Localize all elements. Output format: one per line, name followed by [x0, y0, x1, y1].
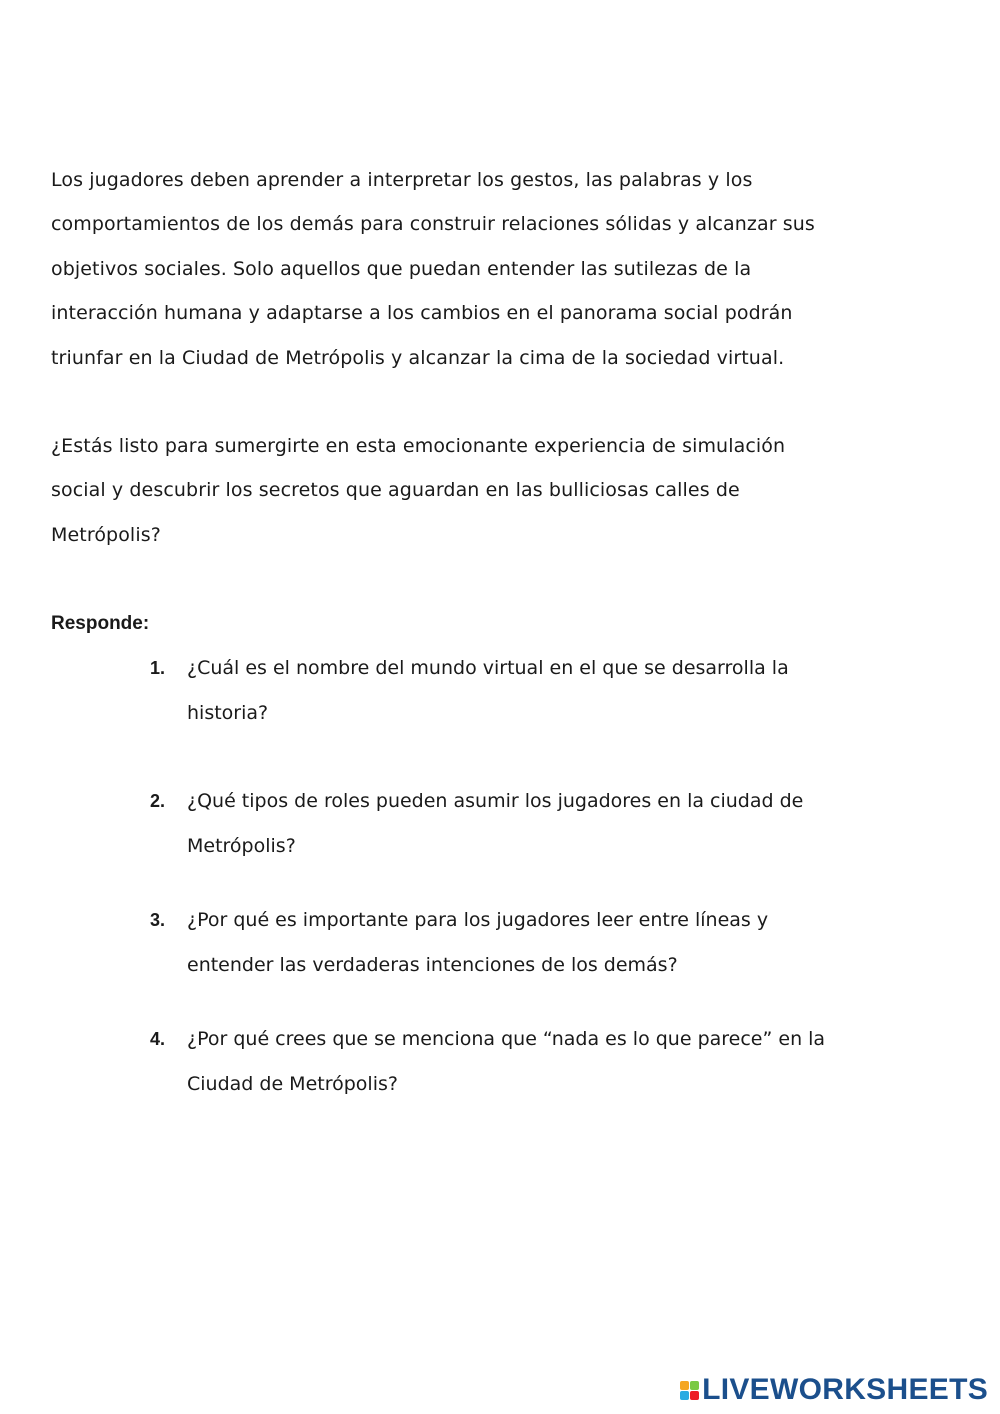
logo-text: LIVEWORKSHEETS [702, 1373, 988, 1406]
question-text [187, 646, 850, 735]
text-line: social y descubrir los secretos que aguardan en las bulliciosas calles de [51, 479, 740, 502]
question-text [187, 1017, 850, 1106]
liveworksheets-logo [680, 1372, 988, 1408]
logo-square-icon [680, 1381, 689, 1390]
question-item-4 [150, 1017, 850, 1106]
paragraph-intro [51, 158, 851, 380]
text-line: Metrópolis? [187, 834, 296, 857]
question-text [187, 898, 850, 987]
text-line: ¿Por qué es importante para los jugadores leer entre líneas y [187, 909, 769, 931]
text-line: ¿Estás listo para sumergirte en esta emocionante experiencia de simulación [51, 435, 786, 457]
text-line: entender las verdaderas intenciones de los demás? [187, 953, 678, 976]
text-line: ¿Por qué crees que se menciona que “nada es lo que parece” en la [187, 1028, 826, 1050]
paragraph-question [51, 424, 851, 557]
text-line: ¿Qué tipos de roles pueden asumir los jugadores en la ciudad de [187, 790, 804, 812]
logo-mark-icon [680, 1381, 699, 1400]
question-number: 3. [150, 910, 166, 930]
logo-square-icon [690, 1391, 699, 1400]
logo-square-icon [680, 1391, 689, 1400]
responde-heading: Responde: [51, 613, 150, 634]
text-line: historia? [187, 701, 269, 724]
text-line: Metrópolis? [51, 523, 161, 546]
question-item-1 [150, 646, 850, 735]
text-line: ¿Cuál es el nombre del mundo virtual en el que se desarrolla la [187, 657, 789, 679]
question-number: 1. [150, 658, 166, 678]
text-line: Los jugadores deben aprender a interpretar los gestos, las palabras y los [51, 169, 753, 191]
text-line: objetivos sociales. Solo aquellos que puedan entender las sutilezas de la [51, 257, 752, 280]
question-text [187, 779, 850, 868]
question-number: 2. [150, 791, 166, 811]
text-line: triunfar en la Ciudad de Metrópolis y alcanzar la cima de la sociedad virtual. [51, 346, 785, 369]
question-number: 4. [150, 1029, 166, 1049]
question-item-3 [150, 898, 850, 987]
text-line: comportamientos de los demás para construir relaciones sólidas y alcanzar sus [51, 213, 815, 236]
text-line: Ciudad de Metrópolis? [187, 1072, 398, 1095]
logo-square-icon [690, 1381, 699, 1390]
text-line: interacción humana y adaptarse a los cambios en el panorama social podrán [51, 302, 793, 325]
question-item-2 [150, 779, 850, 868]
